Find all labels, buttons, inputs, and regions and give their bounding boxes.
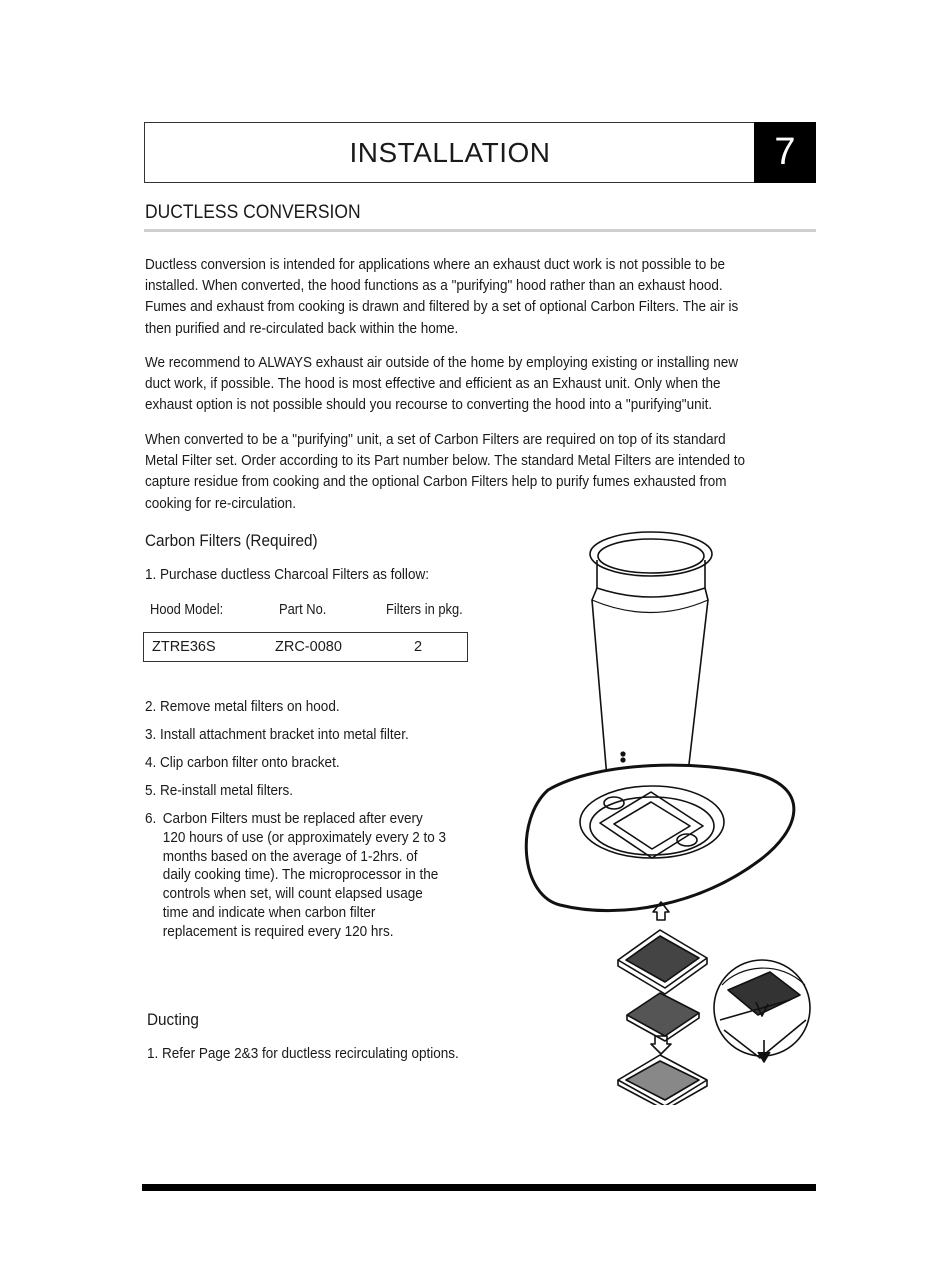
- step-6-number: 6.: [145, 810, 157, 827]
- table-header-part: Part No.: [279, 602, 327, 618]
- paragraph-purifying: When converted to be a "purifying" unit, a set of Carbon Filters are required on top of its standard Metal Filter set. Order according to its Part number below. The standard Metal Filters are intended to capture residue from cooking and the optional Carbon Filters help to purify fumes exhausted from cooking for re-circulation.: [145, 431, 746, 512]
- step-3: 3. Install attachment bracket into metal filter.: [145, 726, 409, 743]
- step-1: 1. Purchase ductless Charcoal Filters as follow:: [145, 566, 429, 583]
- table-row: [143, 632, 468, 662]
- table-header-model: Hood Model:: [150, 602, 224, 618]
- table-header-qty: Filters in pkg.: [386, 602, 463, 618]
- section-divider: [144, 229, 816, 232]
- range-hood-filter-diagram-icon: [500, 525, 830, 1105]
- ducting-step-1: 1. Refer Page 2&3 for ductless recirculating options.: [147, 1045, 459, 1062]
- section-title: DUCTLESS CONVERSION: [145, 202, 361, 223]
- step-2: 2. Remove metal filters on hood.: [145, 698, 340, 715]
- cell-model: ZTRE36S: [152, 639, 216, 655]
- header-box: [144, 122, 816, 183]
- cell-part: ZRC-0080: [275, 639, 342, 655]
- paragraph-recommendation: We recommend to ALWAYS exhaust air outside of the home by employing existing or installing new duct work, if possible. The hood is most effective and efficient as an Exhaust unit. Only when the exhaust option is not possible should you recourse to converting the hood into a "purifying"unit.: [145, 354, 739, 414]
- page-title: INSTALLATION: [349, 137, 551, 168]
- footer-rule: [142, 1184, 816, 1191]
- paragraph-intro: Ductless conversion is intended for applications where an exhaust duct work is not possible to be installed. When converted, the hood functions as a "purifying" hood rather than an exhaust hood. Fumes and exhaust from cooking is drawn and filtered by a set of optional Carbon Filters. The air is then purified and re-circulated back within the home.: [145, 256, 739, 337]
- step-5: 5. Re-install metal filters.: [145, 782, 293, 799]
- carbon-filters-heading: Carbon Filters (Required): [145, 531, 318, 550]
- step-6: [145, 810, 448, 942]
- step-4: 4. Clip carbon filter onto bracket.: [145, 754, 340, 771]
- cell-qty: 2: [414, 639, 423, 655]
- step-6-text: Carbon Filters must be replaced after every 120 hours of use (or approximately every 2 to 3 months based on the average of 1-2hrs. of daily cooking time). The microprocessor in the controls when set, will count elapsed usage time and indicate when carbon filter replacement is required every 120 hrs.: [162, 810, 447, 940]
- ducting-heading: Ducting: [147, 1010, 199, 1029]
- page-number: 7: [754, 122, 816, 183]
